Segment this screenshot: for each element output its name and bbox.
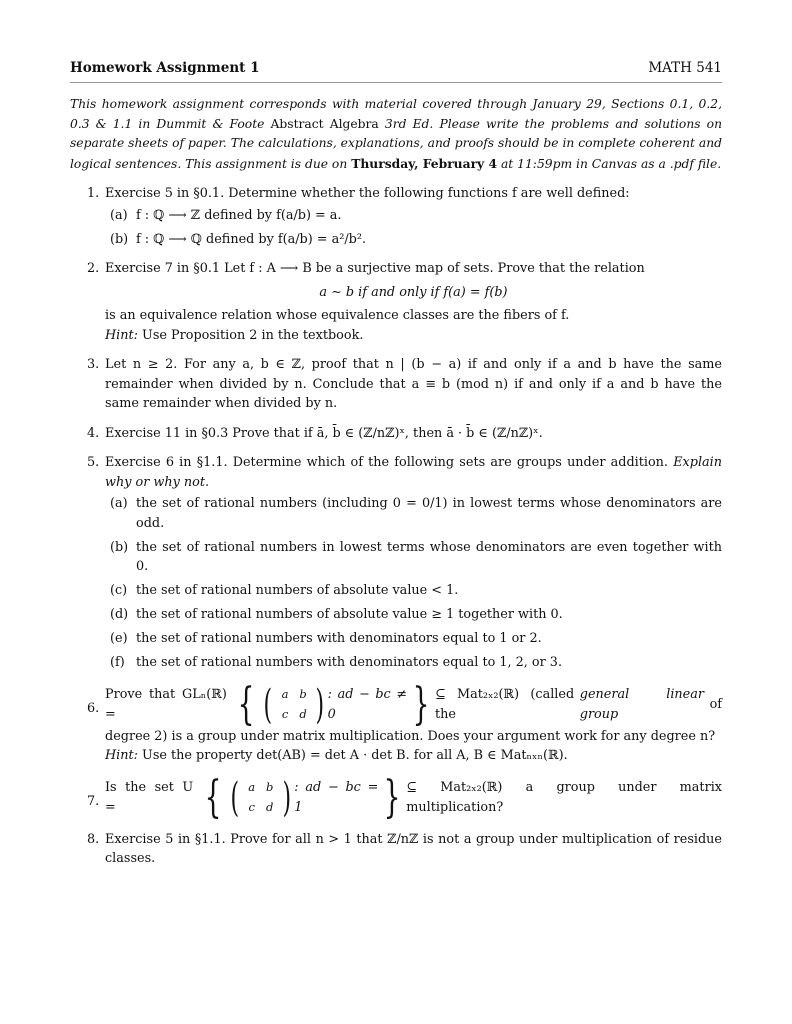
problem-text: Exercise 5 in §1.1. Prove for all n > 1 that ℤ/nℤ is not a group under multiplication of residue classes. [105, 831, 722, 866]
term-general-linear-group: general linear group [579, 687, 704, 722]
problem-4 [70, 424, 722, 444]
problem-text: Exercise 6 in §1.1. Determine which of the following sets are groups under addition. [105, 455, 668, 470]
left-paren: ( [230, 774, 240, 821]
page-header [70, 60, 722, 83]
problem-number: 4. [87, 425, 100, 441]
problem-tail-of: of [709, 696, 723, 712]
matrix-entry: d [299, 706, 307, 721]
subproblem-d [105, 605, 722, 625]
hint-label: Hint: [105, 748, 138, 763]
matrix-entry: a [281, 686, 289, 701]
subproblem-text: the set of rational numbers in lowest terms whose denominators are even together with 0. [136, 539, 722, 574]
right-paren: ) [315, 681, 325, 728]
problem-tail: ⊆ Mat₂ₓ₂(ℝ) a group under matrix multiplication? [406, 780, 722, 815]
subproblem-f [105, 653, 722, 673]
problem-8 [70, 830, 722, 869]
right-paren: ) [282, 774, 291, 821]
set-condition: : ad − bc ≠ 0 [327, 687, 408, 722]
subproblem-label: (e) [110, 631, 128, 646]
assignment-title: Homework Assignment 1 [70, 60, 260, 76]
problem-number: 7. [87, 793, 100, 809]
subproblem-list [105, 494, 722, 673]
explain-note: Explain why or why not. [105, 455, 722, 490]
subproblem-text: the set of rational numbers of absolute value < 1. [136, 583, 459, 598]
problem-7 [70, 771, 722, 823]
subproblem-text: the set of rational numbers with denominators equal to 1 or 2. [136, 631, 542, 646]
intro-text-3: at 11:59pm in Canvas as a .pdf file. [500, 156, 722, 171]
problem-2 [70, 259, 722, 345]
left-paren: ( [263, 681, 273, 728]
display-equation: a ∼ b if and only if f(a) = f(b) [319, 284, 508, 300]
subproblem-text: f : ℚ ⟶ ℤ defined by f(a/b) = a. [136, 207, 342, 223]
subproblem-label: (b) [110, 231, 129, 247]
course-code: MATH 541 [648, 60, 722, 76]
subproblem-label: (a) [110, 207, 128, 223]
subproblem-label: (b) [110, 539, 129, 555]
problem-text-continued: is an equivalence relation whose equivalence classes are the fibers of f. [105, 308, 570, 323]
homework-page [70, 60, 722, 879]
set-definition-line [105, 771, 722, 823]
subproblem-text: f : ℚ ⟶ ℚ defined by f(a/b) = a²/b². [136, 231, 367, 247]
problem-list [70, 184, 722, 869]
left-brace: { [204, 771, 222, 823]
left-brace: { [238, 678, 255, 730]
subproblem-a [105, 206, 722, 226]
matrix-entry: b [266, 779, 274, 794]
subproblem-e [105, 629, 722, 649]
problem-1 [70, 184, 722, 249]
subproblem-b [105, 230, 722, 250]
problem-5 [70, 453, 722, 673]
intro-text-2: 3rd Ed. Please write the problems and solutions on separate sheets of paper. The calculations, explanations, and proofs should be in complete coherent and logical sentences. This assignment is due on [70, 116, 722, 171]
set-condition: : ad − bc = 1 [294, 780, 379, 815]
matrix-entry: c [248, 799, 255, 814]
subproblem-b [105, 538, 722, 577]
subproblem-label: (c) [110, 583, 128, 598]
problem-3 [70, 355, 722, 414]
right-brace: } [412, 678, 430, 730]
matrix-entry: c [281, 706, 289, 721]
subproblem-text: the set of rational numbers (including 0 = 0/1) in lowest terms whose denominators are odd. [136, 496, 722, 531]
problem-text-continued: degree 2) is a group under matrix multiplication. Does your argument work for any degree n? [105, 728, 716, 744]
problem-text: Exercise 5 in §0.1. Determine whether the following functions f are well defined: [105, 186, 630, 201]
right-brace: } [383, 771, 401, 823]
matrix-entry: a [248, 779, 256, 794]
subproblem-text: the set of rational numbers of absolute value ≥ 1 together with 0. [136, 607, 563, 622]
problem-number: 5. [87, 455, 100, 470]
subproblem-c [105, 581, 722, 601]
problem-number: 3. [87, 357, 100, 372]
subproblem-label: (d) [110, 607, 129, 622]
matrix [276, 685, 312, 725]
hint-text: Use Proposition 2 in the textbook. [142, 327, 364, 343]
problem-tail: ⊆ Mat₂ₓ₂(ℝ) (called the [435, 687, 575, 722]
subproblem-text: the set of rational numbers with denominators equal to 1, 2, or 3. [136, 655, 563, 670]
problem-number: 1. [87, 186, 100, 201]
intro-text-1: This homework assignment corresponds with material covered through January 29, Sections 0.1, 0.2, 0.3 & 1.1 in Dummit & Foote [70, 97, 722, 131]
problem-6 [70, 678, 723, 766]
problem-number: 8. [87, 831, 100, 847]
subproblem-a [105, 494, 722, 533]
hint-label: Hint: [105, 327, 138, 343]
intro-book-title: Abstract Algebra [270, 116, 379, 131]
subproblem-list [105, 206, 722, 250]
problem-text: Exercise 7 in §0.1 Let f : A ⟶ B be a surjective map of sets. Prove that the relation [105, 261, 645, 276]
subproblem-label: (f) [110, 655, 125, 670]
problem-number: 6. [87, 700, 100, 716]
problem-number: 2. [87, 261, 100, 276]
hint-text: Use the property det(AB) = det A · det B. for all A, B ∈ Matₙₓₙ(ℝ). [142, 748, 568, 763]
problem-lead: Is the set U = [105, 780, 194, 815]
set-definition-line [105, 678, 723, 730]
intro-paragraph [70, 95, 722, 174]
matrix-entry: b [299, 686, 307, 701]
matrix [243, 778, 279, 818]
problem-lead: Prove that GLₙ(ℝ) = [105, 687, 227, 722]
subproblem-label: (a) [110, 496, 128, 511]
problem-text: Let n ≥ 2. For any a, b ∈ ℤ, proof that n | (b − a) if and only if a and b have the same remainder when divided by n. Conclude that a ≡ b (mod n) if and only if a and b have the same remainder when divided by n. [105, 357, 722, 411]
problem-text: Exercise 11 in §0.3 Prove that if ā, b̄ ∈ (ℤ/nℤ)ˣ, then ā · b̄ ∈ (ℤ/nℤ)ˣ. [105, 425, 543, 441]
intro-due-date: Thursday, February 4 [351, 155, 498, 171]
matrix-entry: d [266, 799, 274, 814]
